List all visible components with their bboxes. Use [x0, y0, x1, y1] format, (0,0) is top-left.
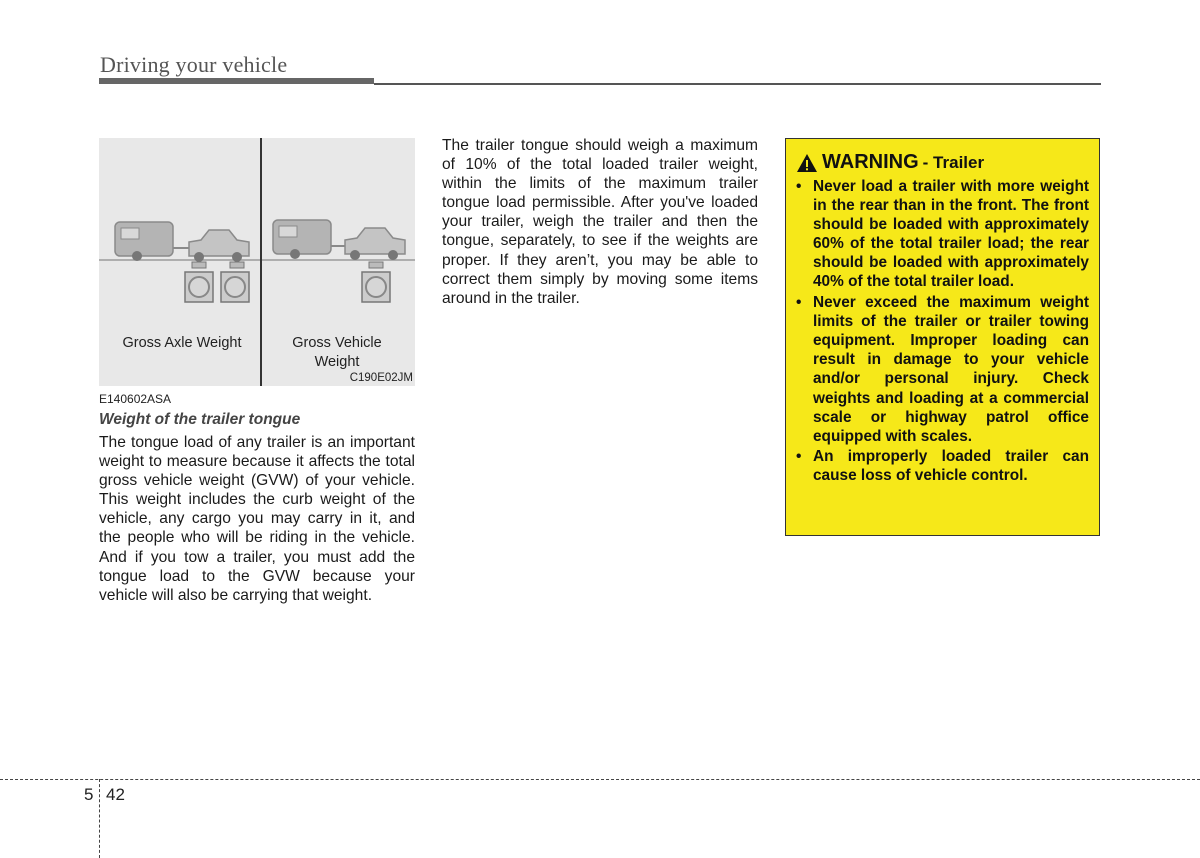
section-code: E140602ASA — [99, 392, 172, 406]
warning-item-text: Never exceed the maximum weight limits of the trailer or trailer towing equipment. Improper loading can result in damage to your vehicle and/or personal injury. Check weights and loading at a commercial scale or highway patrol office equipped with scales. — [813, 294, 1089, 445]
gross-axle-weight-label: Gross Axle Weight — [122, 335, 242, 351]
footer-divider — [99, 779, 100, 858]
left-scale-icons — [185, 262, 249, 302]
warning-triangle-icon — [796, 153, 818, 173]
warning-item: • Never load a trailer with more weight in the rear than in the front. The front should be loaded with approximately 60% of the total trailer load; the rear should be loaded with approximately 40% of the total trailer load. — [796, 178, 1089, 291]
gross-vehicle-weight-label: Gross Vehicle Weight — [292, 335, 382, 370]
warning-item-text: An improperly loaded trailer can cause loss of vehicle control. — [813, 448, 1089, 485]
warning-word: WARNING — [822, 151, 919, 173]
right-car-icon — [345, 228, 405, 260]
warning-item: • Never exceed the maximum weight limits of the trailer or trailer towing equipment. Improper loading can result in damage to your vehicle and/or personal injury. Check weights and loading at a commercial scale or highway patrol office equipped with scales. — [796, 294, 1089, 445]
warning-item: • An improperly loaded trailer can cause loss of vehicle control. — [796, 448, 1089, 485]
header-rule-thin — [374, 83, 1101, 85]
right-trailer-icon — [273, 220, 347, 259]
trailer-weight-figure — [99, 138, 415, 386]
figure-divider — [260, 138, 262, 386]
page-number: 42 — [106, 785, 125, 804]
page-header-title: Driving your vehicle — [100, 52, 288, 77]
figure-code: C190E02JM — [349, 372, 413, 384]
left-car-icon — [189, 230, 249, 262]
warning-topic: - Trailer — [922, 152, 985, 172]
footer-rule — [0, 779, 1200, 780]
tongue-load-paragraph: The tongue load of any trailer is an important weight to measure because it affects the total gross vehicle weight (GVW) of your vehicle. This weight includes the curb weight of the vehicle, any cargo you may carry in it, and the people who will be riding in the vehicle. And if you tow a trailer, you must add the tongue load to the GVW because your vehicle will also be carrying that weight. — [99, 434, 415, 604]
warning-list — [796, 177, 1089, 486]
warning-header — [796, 151, 1089, 174]
chapter-number: 5 — [84, 785, 94, 804]
section-subheading: Weight of the trailer tongue — [99, 411, 301, 428]
warning-box — [785, 138, 1100, 536]
warning-item-text: Never load a trailer with more weight in the rear than in the front. The front should be loaded with approximately 60% of the total trailer load; the rear should be loaded with approximately 40% of the total trailer load. — [813, 178, 1089, 291]
header-rule — [99, 78, 374, 84]
left-trailer-icon — [115, 222, 191, 261]
right-scale-icon — [362, 262, 390, 302]
tongue-weight-paragraph: The trailer tongue should weigh a maximum of 10% of the total loaded trailer weight, within the limits of the maximum trailer tongue load permissible. After you've loaded your trailer, weigh the trailer and then the tongue, separately, to see if the weights are proper. If they aren’t, you may be able to correct them simply by moving some items around in the trailer. — [442, 137, 758, 307]
